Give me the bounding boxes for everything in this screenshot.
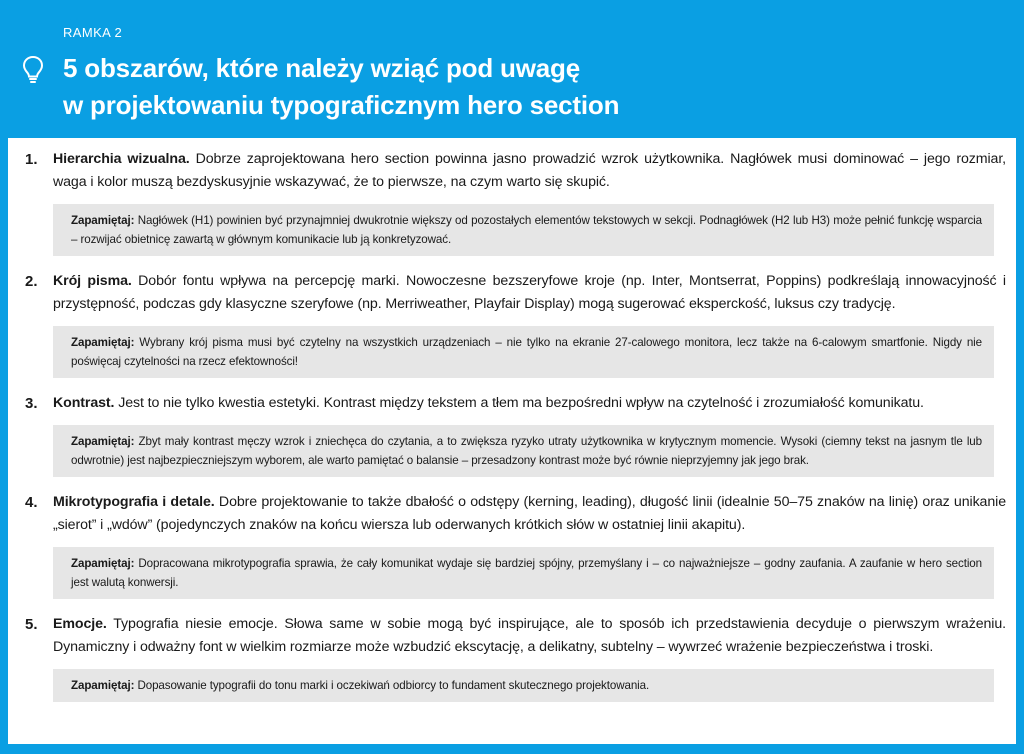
item-text	[53, 148, 1006, 194]
lightbulb-icon	[21, 55, 45, 85]
item-text	[53, 270, 1006, 316]
note-text: Wybrany krój pisma musi być czytelny na wszystkich urządzeniach – nie tylko na ekranie 27-calowego monitora, lecz także na 6-calowym smartfonie. Nigdy nie poświęcaj czytelności na rzecz efektowności!	[71, 336, 982, 368]
item-lead: Mikrotypografia i detale.	[53, 494, 215, 510]
note-text: Zbyt mały kontrast męczy wzrok i zniechęca do czytania, a to zwiększa ryzyko utraty użytkownika w krytycznym momencie. Wysoki (ciemny tekst na jasnym tle lub odwrotnie) jest najbezpieczniejszym wyborem, ale warto pamiętać o balansie – przesadzony kontrast może być równie nieprzyjemny jak jego brak.	[71, 435, 982, 467]
list-item	[8, 270, 1016, 378]
item-lead: Krój pisma.	[53, 273, 132, 289]
note-box	[53, 425, 994, 477]
note-box	[53, 326, 994, 378]
item-body: Dobór fontu wpływa na percepcję marki. Nowoczesne bezszeryfowe kroje (np. Inter, Montserrat, Poppins) podkreślają innowacyjność i przystępność, podczas gdy klasyczne szeryfowe (np. Merriweather, Playfair Display) mogą sugerować eksperckość, luksus czy tradycję.	[53, 273, 1006, 312]
list-item	[8, 613, 1016, 702]
note-label: Zapamiętaj:	[71, 336, 135, 349]
item-lead: Hierarchia wizualna.	[53, 151, 190, 167]
item-text	[53, 392, 1006, 415]
list-item	[8, 148, 1016, 256]
note-label: Zapamiętaj:	[71, 557, 135, 570]
item-list	[8, 148, 1016, 716]
box-header	[0, 0, 1024, 140]
item-number: 1.	[25, 151, 38, 168]
content-card	[8, 138, 1016, 744]
list-item	[8, 491, 1016, 599]
note-box	[53, 547, 994, 599]
title-line-1: 5 obszarów, które należy wziąć pod uwagę	[63, 53, 580, 83]
note-label: Zapamiętaj:	[71, 435, 135, 448]
item-lead: Kontrast.	[53, 395, 115, 411]
item-body: Dobre projektowanie to także dbałość o odstępy (kerning, leading), długość linii (idealnie 50–75 znaków na linię) oraz unikanie „sierot” i „wdów” (pojedynczych znaków na końcu wiersza lub oderwanych krótkich słów w ostatniej linii akapitu).	[53, 494, 1006, 533]
item-body: Jest to nie tylko kwestia estetyki. Kontrast między tekstem a tłem ma bezpośredni wpływ na czytelność i zrozumiałość komunikatu.	[114, 395, 924, 411]
item-number: 2.	[25, 273, 38, 290]
note-label: Zapamiętaj:	[71, 214, 135, 227]
item-text	[53, 613, 1006, 659]
item-number: 3.	[25, 395, 38, 412]
box-label: RAMKA 2	[63, 25, 123, 40]
item-lead: Emocje.	[53, 616, 107, 632]
note-label: Zapamiętaj:	[71, 679, 135, 692]
item-text	[53, 491, 1006, 537]
note-text: Dopracowana mikrotypografia sprawia, że cały komunikat wydaje się bardziej spójny, przemyślany i – co najważniejsze – godny zaufania. A zaufanie w hero section jest walutą konwersji.	[71, 557, 982, 589]
item-number: 4.	[25, 494, 38, 511]
box-title	[63, 50, 963, 124]
note-text: Nagłówek (H1) powinien być przynajmniej dwukrotnie większy od pozostałych elementów tekstowych w sekcji. Podnagłówek (H2 lub H3) może pełnić funkcję wsparcia – rozwijać obietnicę zawartą w głównym komunikacie lub ją konkretyzować.	[71, 214, 982, 246]
list-item	[8, 392, 1016, 477]
item-body: Typografia niesie emocje. Słowa same w sobie mogą być inspirujące, ale to sposób ich przedstawienia decyduje o pierwszym wrażeniu. Dynamiczny i odważny font w wielkim rozmiarze może wzbudzić ekscytację, a delikatny, subtelny – wywrzeć wrażenie bezpieczeństwa i troski.	[53, 616, 1006, 655]
item-number: 5.	[25, 616, 38, 633]
note-box	[53, 669, 994, 702]
item-body: Dobrze zaprojektowana hero section powinna jasno prowadzić wzrok użytkownika. Nagłówek musi dominować – jego rozmiar, waga i kolor muszą bezdyskusyjnie wskazywać, że to pierwsze, na czym warto się skupić.	[53, 151, 1006, 190]
note-box	[53, 204, 994, 256]
title-line-2: w projektowaniu typograficznym hero section	[63, 90, 620, 120]
note-text: Dopasowanie typografii do tonu marki i oczekiwań odbiorcy to fundament skutecznego projektowania.	[134, 679, 650, 692]
